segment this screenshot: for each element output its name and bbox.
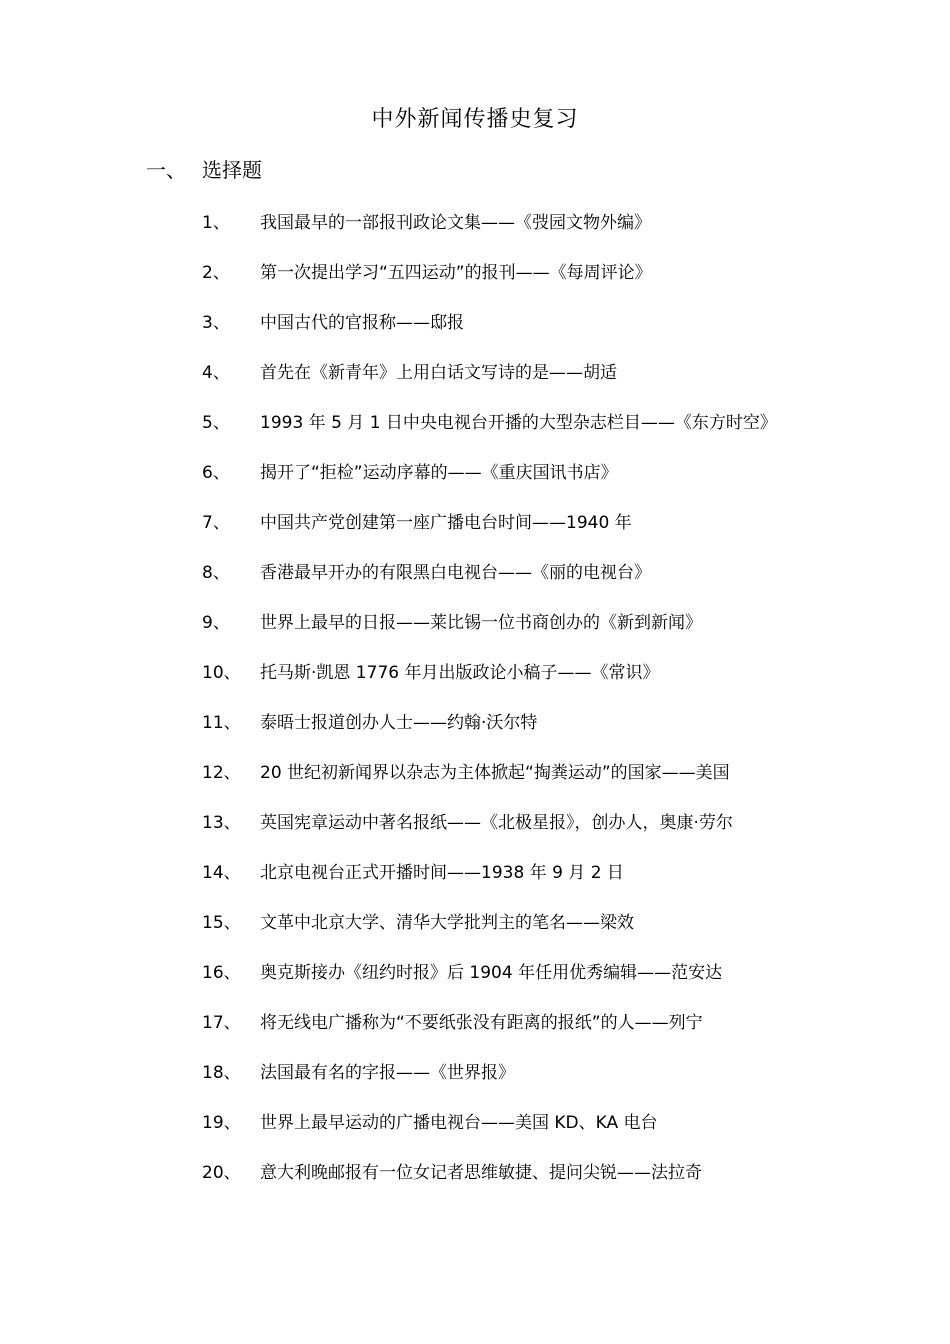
question-text: 第一次提出学习“五四运动”的报刊——《每周评论》 [260,263,652,283]
question-text: 意大利晚邮报有一位女记者思维敏捷、提问尖锐——法拉奇 [260,1163,702,1183]
question-number: 17、 [202,1013,241,1033]
question-number: 5、 [202,413,230,433]
question-item [202,1008,777,1058]
question-item [202,908,777,958]
question-item [202,558,777,608]
question-text: 首先在《新青年》上用白话文写诗的是——胡适 [260,363,617,383]
question-number: 12、 [202,763,241,783]
question-number: 4、 [202,363,230,383]
question-item [202,458,777,508]
question-number: 18、 [202,1063,241,1083]
section-title: 选择题 [202,158,262,182]
question-number: 15、 [202,913,241,933]
question-number: 13、 [202,813,241,833]
question-number: 1、 [202,213,230,233]
question-item [202,708,777,758]
section-number: 一、 [146,158,186,182]
question-text: 20 世纪初新闻界以杂志为主体掀起“掏粪运动”的国家——美国 [260,763,730,783]
question-text: 泰晤士报道创办人士——约翰·沃尔特 [260,713,538,733]
question-item [202,258,777,308]
question-text: 北京电视台正式开播时间——1938 年 9 月 2 日 [260,863,624,883]
question-item [202,758,777,808]
question-text: 将无线电广播称为“不要纸张没有距离的报纸”的人——列宁 [260,1013,703,1033]
question-item [202,508,777,558]
question-number: 7、 [202,513,230,533]
question-number: 8、 [202,563,230,583]
question-number: 9、 [202,613,230,633]
question-text: 法国最有名的字报——《世界报》 [260,1063,515,1083]
question-item [202,658,777,708]
question-item [202,858,777,908]
question-item [202,608,777,658]
document-title: 中外新闻传播史复习 [371,107,579,132]
question-number: 11、 [202,713,241,733]
question-text: 我国最早的一部报刊政论文集——《弢园文物外编》 [260,213,651,233]
question-item [202,1158,777,1208]
question-text: 托马斯·凯恩 1776 年月出版政论小稿子——《常识》 [260,663,660,683]
question-text: 香港最早开办的有限黑白电视台——《丽的电视台》 [260,563,651,583]
question-text: 世界上最早的日报——莱比锡一位书商创办的《新到新闻》 [260,613,702,633]
question-item [202,1058,777,1108]
question-text: 文革中北京大学、清华大学批判主的笔名——梁效 [260,913,634,933]
question-number: 16、 [202,963,241,983]
question-number: 10、 [202,663,241,683]
question-number: 14、 [202,863,241,883]
question-text: 世界上最早运动的广播电视台——美国 KD、KA 电台 [260,1113,658,1133]
question-text: 英国宪章运动中著名报纸——《北极星报》，创办人，奥康·劳尔 [260,813,733,833]
question-text: 揭开了“拒检”运动序幕的——《重庆国讯书店》 [260,463,618,483]
question-text: 中国共产党创建第一座广播电台时间——1940 年 [260,513,632,533]
question-item [202,958,777,1008]
question-number: 3、 [202,313,230,333]
question-item [202,358,777,408]
question-item [202,1108,777,1158]
question-number: 6、 [202,463,230,483]
question-number: 20、 [202,1163,241,1183]
question-item [202,208,777,258]
question-text: 中国古代的官报称——邸报 [260,313,464,333]
question-text: 1993 年 5 月 1 日中央电视台开播的大型杂志栏目——《东方时空》 [260,413,777,433]
question-item [202,808,777,858]
question-list [202,208,777,1208]
question-number: 2、 [202,263,230,283]
question-text: 奥克斯接办《纽约时报》后 1904 年任用优秀编辑——范安达 [260,963,723,983]
question-item [202,408,777,458]
section-heading [146,155,262,185]
question-number: 19、 [202,1113,241,1133]
question-item [202,308,777,358]
